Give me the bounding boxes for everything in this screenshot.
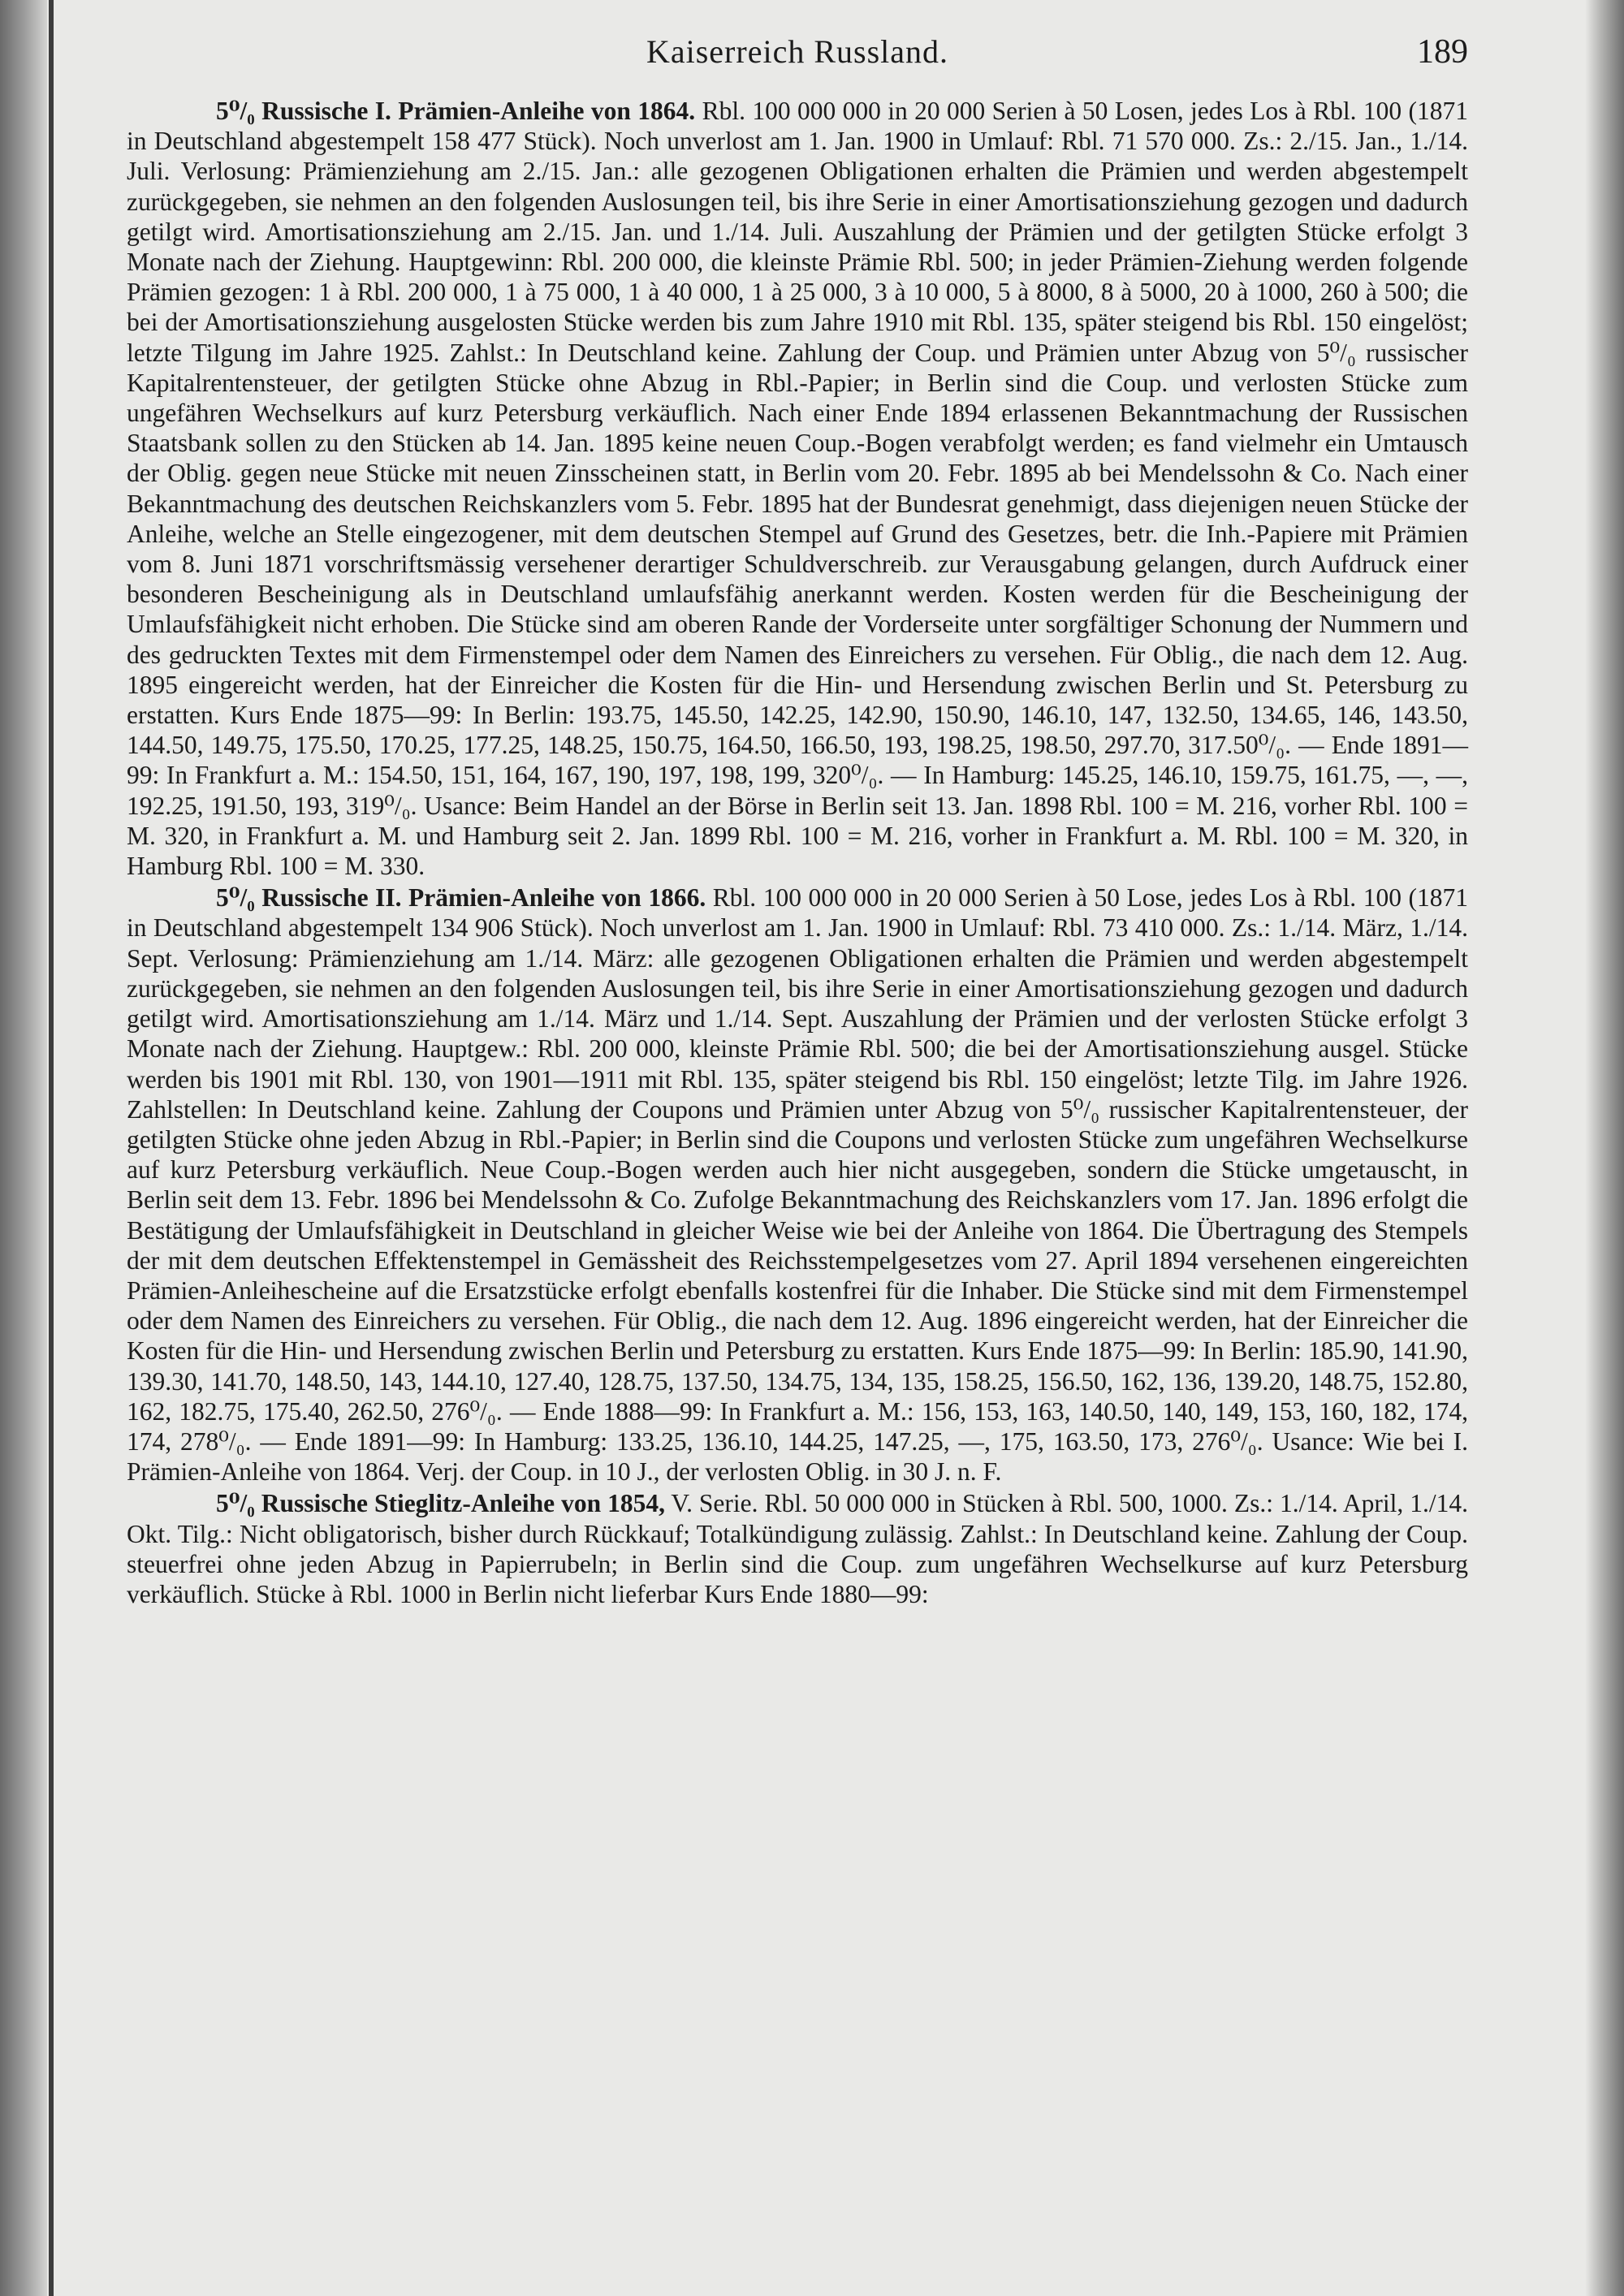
entry-heading: 5⁰/₀ Russische Stieglitz-Anleihe von 1854, — [216, 1489, 665, 1518]
running-title: Kaiserreich Russland. — [646, 33, 948, 70]
page-number: 189 — [1417, 33, 1468, 71]
book-page — [127, 32, 1468, 2281]
entry-heading: 5⁰/₀ Russische I. Prämien-Anleihe von 1864. — [216, 97, 696, 125]
entry-body: V. Serie. Rbl. 50 000 000 in Stücken à Rbl. 500, 1000. Zs.: 1./14. April, 1./14. Okt. Tilg.: Nicht obligatorisch, bisher durch Rückkauf; Totalkündigung zulässig. Zahlst.: In Deutschland keine. Zahlung der Coup. steuerfrei ohne jeden Abzug in Papierrubeln; in Berlin sind die Coup. zum ungefähren Wechselkurse auf kurz Petersburg verkäuflich. Stücke à Rbl. 1000 in Berlin nicht lieferbar Kurs Ende 1880—99: — [127, 1489, 1468, 1608]
entry-body: Rbl. 100 000 000 in 20 000 Serien à 50 Losen, jedes Los à Rbl. 100 (1871 in Deutschland abgestempelt 158 477 Stück). Noch unverlost am 1. Jan. 1900 in Umlauf: Rbl. 71 570 000. Zs.: 2./15. Jan., 1./14. Juli. Verlosung: Prämienziehung am 2./15. Jan.: alle gezogenen Obligationen erhalten die Prämien und werden abgestempelt zurückgegeben, sie nehmen an den folgenden Auslosungen teil, bis ihre Serie in einer Amortisationsziehung gezogen und dadurch getilgt wird. Amortisationsziehung am 2./15. Jan. und 1./14. Juli. Auszahlung der Prämien und der getilgten Stücke erfolgt 3 Monate nach der Ziehung. Hauptgewinn: Rbl. 200 000, die kleinste Prämie Rbl. 500; in jeder Prämien-Ziehung werden folgende Prämien gezogen: 1 à Rbl. 200 000, 1 à 75 000, 1 à 40 000, 1 à 25 000, 3 à 10 000, 5 à 8000, 8 à 5000, 20 à 1000, 260 à 500; die bei der Amortisationsziehung ausgelosten Stücke werden bis zum Jahre 1910 mit Rbl. 135, später steigend bis Rbl. 150 eingelöst; letzte Tilgung im Jahre 1925. Zahlst.: In Deutschland keine. Zahlung der Coup. und Prämien unter Abzug von 5⁰/₀ russischer Kapitalrentensteuer, der getilgten Stücke ohne Abzug in Rbl.-Papier; in Berlin sind die Coup. und verlosten Stücke zum ungefähren Wechselkurs auf kurz Petersburg verkäuflich. Nach einer Ende 1894 erlassenen Bekanntmachung der Russischen Staatsbank sollen zu den Stücken ab 14. Jan. 1895 keine neuen Coup.-Bogen verabfolgt werden; es fand vielmehr ein Umtausch der Oblig. gegen neue Stücke mit neuen Zinsscheinen statt, in Berlin vom 20. Febr. 1895 ab bei Mendelssohn & Co. Nach einer Bekanntmachung des deutschen Reichskanzlers vom 5. Febr. 1895 hat der Bundesrat genehmigt, dass diejenigen neuen Stücke der Anleihe, welche an Stelle eingezogener, mit dem deutschen Stempel auf Grund des Gesetzes, betr. die Inh.-Papiere mit Prämien vom 8. Juni 1871 vorschriftsmässig versehener derartiger Schuldverschreib. zur Verausgabung gelangen, durch Aufdruck einer besonderen Bescheinigung als in Deutschland umlaufsfähig anerkannt werden. Kosten werden für die Bescheinigung der Umlaufsfähigkeit nicht erhoben. Die Stücke sind am oberen Rande der Vorderseite unter sorgfältiger Schonung der Nummern und des gedruckten Textes mit dem Firmenstempel oder dem Namen des Einreichers zu versehen. Für Oblig., die nach dem 12. Aug. 1895 eingereicht werden, hat der Einreicher die Kosten für die Hin- und Hersendung zwischen Berlin und St. Petersburg zu erstatten. Kurs Ende 1875—99: In Berlin: 193.75, 145.50, 142.25, 142.90, 150.90, 146.10, 147, 132.50, 134.65, 146, 143.50, 144.50, 149.75, 175.50, 170.25, 177.25, 148.25, 150.75, 164.50, 166.50, 193, 198.25, 198.50, 297.70, 317.50⁰/₀. — Ende 1891—99: In Frankfurt a. M.: 154.50, 151, 164, 167, 190, 197, 198, 199, 320⁰/₀. — In Hamburg: 145.25, 146.10, 159.75, 161.75, —, —, 192.25, 191.50, 193, 319⁰/₀. Usance: Beim Handel an der Börse in Berlin seit 13. Jan. 1898 Rbl. 100 = M. 216, vorher Rbl. 100 = M. 320, in Frankfurt a. M. und Hamburg seit 2. Jan. 1899 Rbl. 100 = M. 216, vorher in Frankfurt a. M. Rbl. 100 = M. 320, in Hamburg Rbl. 100 = M. 330. — [127, 97, 1468, 881]
running-header — [127, 32, 1468, 78]
entry-stieglitz-loan-1854 — [127, 1488, 1468, 1609]
scan-right-shadow — [1585, 0, 1624, 2296]
entry-heading: 5⁰/₀ Russische II. Prämien-Anleihe von 1866. — [216, 883, 706, 913]
scan-binding-line — [49, 0, 54, 2296]
entry-first-premium-loan-1864 — [127, 96, 1468, 881]
scan-left-shadow — [0, 0, 47, 2296]
entry-second-premium-loan-1866 — [127, 883, 1468, 1487]
entry-body: Rbl. 100 000 000 in 20 000 Serien à 50 Lose, jedes Los à Rbl. 100 (1871 in Deutschland abgestempelt 134 906 Stück). Noch unverlost am 1. Jan. 1900 in Umlauf: Rbl. 73 410 000. Zs.: 1./14. März, 1./14. Sept. Verlosung: Prämienziehung am 1./14. März: alle gezogenen Obligationen erhalten die Prämien und werden abgestempelt zurückgegeben, sie nehmen an den folgenden Auslosungen teil, bis ihre Serie in einer Amortisationsziehung gezogen und dadurch getilgt wird. Amortisationsziehung am 1./14. März und 1./14. Sept. Auszahlung der Prämien und der verlosten Stücke erfolgt 3 Monate nach der Ziehung. Hauptgew.: Rbl. 200 000, kleinste Prämie Rbl. 500; die bei der Amortisationsziehung ausgel. Stücke werden bis 1901 mit Rbl. 130, von 1901—1911 mit Rbl. 135, später steigend bis Rbl. 150 eingelöst; letzte Tilg. im Jahre 1926. Zahlstellen: In Deutschland keine. Zahlung der Coupons und Prämien unter Abzug von 5⁰/₀ russischer Kapitalrentensteuer, der getilgten Stücke ohne jeden Abzug in Rbl.-Papier; in Berlin sind die Coupons und verlosten Stücke zum ungefähren Wechselkurse auf kurz Petersburg verkäuflich. Neue Coup.-Bogen werden auch hier nicht ausgegeben, sondern die Stücke umgetauscht, in Berlin seit dem 13. Febr. 1896 bei Mendelssohn & Co. Zufolge Bekanntmachung des Reichskanzlers vom 17. Jan. 1896 erfolgt die Bestätigung der Umlaufsfähigkeit in Deutschland in gleicher Weise wie bei der Anleihe von 1864. Die Übertragung des Stempels der mit dem deutschen Effektenstempel in Gemässheit des Reichsstempelgesetzes vom 27. April 1894 versehenen eingereichten Prämien-Anleihescheine auf die Ersatzstücke erfolgt ebenfalls kostenfrei für die Inhaber. Die Stücke sind mit dem Firmenstempel oder dem Namen des Einreichers zu versehen. Für Oblig., die nach dem 12. Aug. 1896 eingereicht werden, hat der Einreicher die Kosten für die Hin- und Hersendung zwischen Berlin und Petersburg zu erstatten. Kurs Ende 1875—99: In Berlin: 185.90, 141.90, 139.30, 141.70, 148.50, 143, 144.10, 127.40, 128.75, 137.50, 134.75, 134, 135, 158.25, 156.50, 162, 136, 139.20, 148.75, 152.80, 162, 182.75, 175.40, 262.50, 276⁰/₀. — Ende 1888—99: In Frankfurt a. M.: 156, 153, 163, 140.50, 140, 149, 153, 160, 182, 174, 174, 278⁰/₀. — Ende 1891—99: In Hamburg: 133.25, 136.10, 144.25, 147.25, —, 175, 163.50, 173, 276⁰/₀. Usance: Wie bei I. Prämien-Anleihe von 1864. Verj. der Coup. in 10 J., der verlosten Oblig. in 30 J. n. F. — [127, 883, 1469, 1487]
